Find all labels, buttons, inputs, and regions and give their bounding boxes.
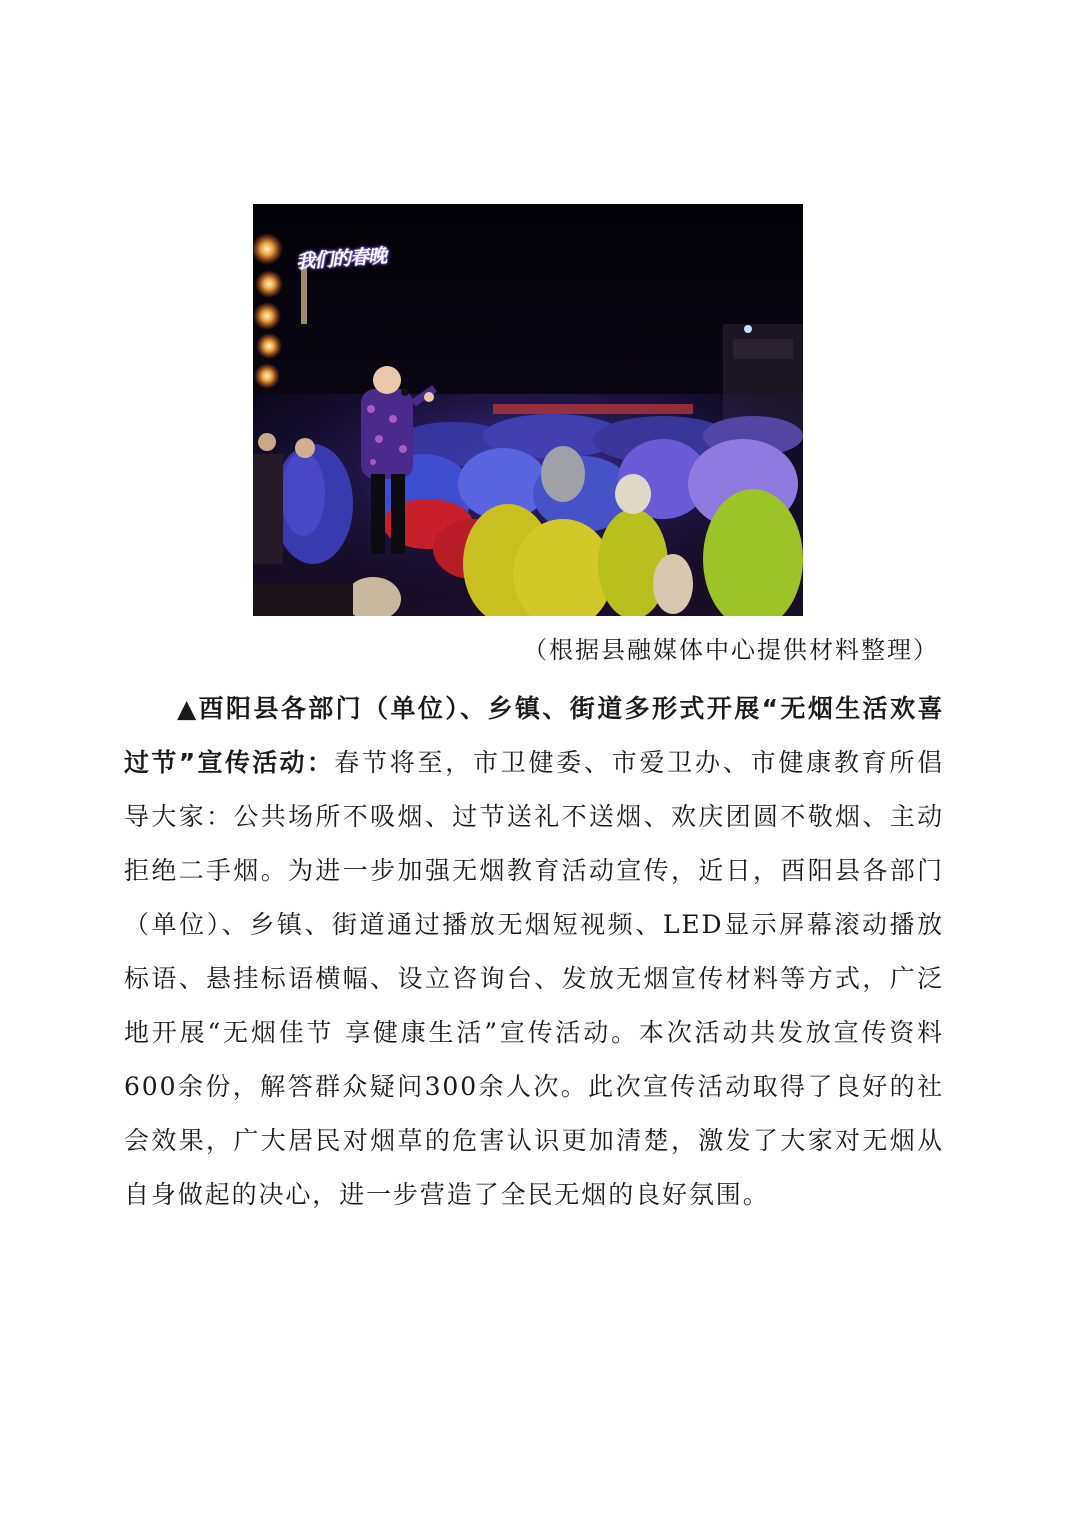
article-lead: ▲酉阳县各部门（单位）、乡镇、街道多形式开展“无烟生活欢喜过节”宣传活动：	[124, 694, 944, 777]
article-body: 春节将至，市卫健委、市爱卫办、市健康教育所倡导大家：公共场所不吸烟、过节送礼不送烟、欢庆团圆不敬烟、主动拒绝二手烟。为进一步加强无烟教育活动宣传，近日，酉阳县各部门（单位）、乡镇、街道通过播放无烟短视频、LED显示屏幕滚动播放标语、悬挂标语横幅、设立咨询台、发放无烟宣传材料等方式，广泛地开展“无烟佳节 享健康生活”宣传活动。本次活动共发放宣传资料600余份，解答群众疑问300余人次。此次宣传活动取得了良好的社会效果，广大居民对烟草的危害认识更加清楚，激发了大家对无烟从自身做起的决心，进一步营造了全民无烟的良好氛围。	[124, 748, 944, 1209]
photo-logo-text: 我们的春晚	[295, 244, 387, 274]
article-paragraph	[124, 682, 944, 1222]
photo-caption: （根据县融媒体中心提供材料整理）	[523, 636, 939, 664]
